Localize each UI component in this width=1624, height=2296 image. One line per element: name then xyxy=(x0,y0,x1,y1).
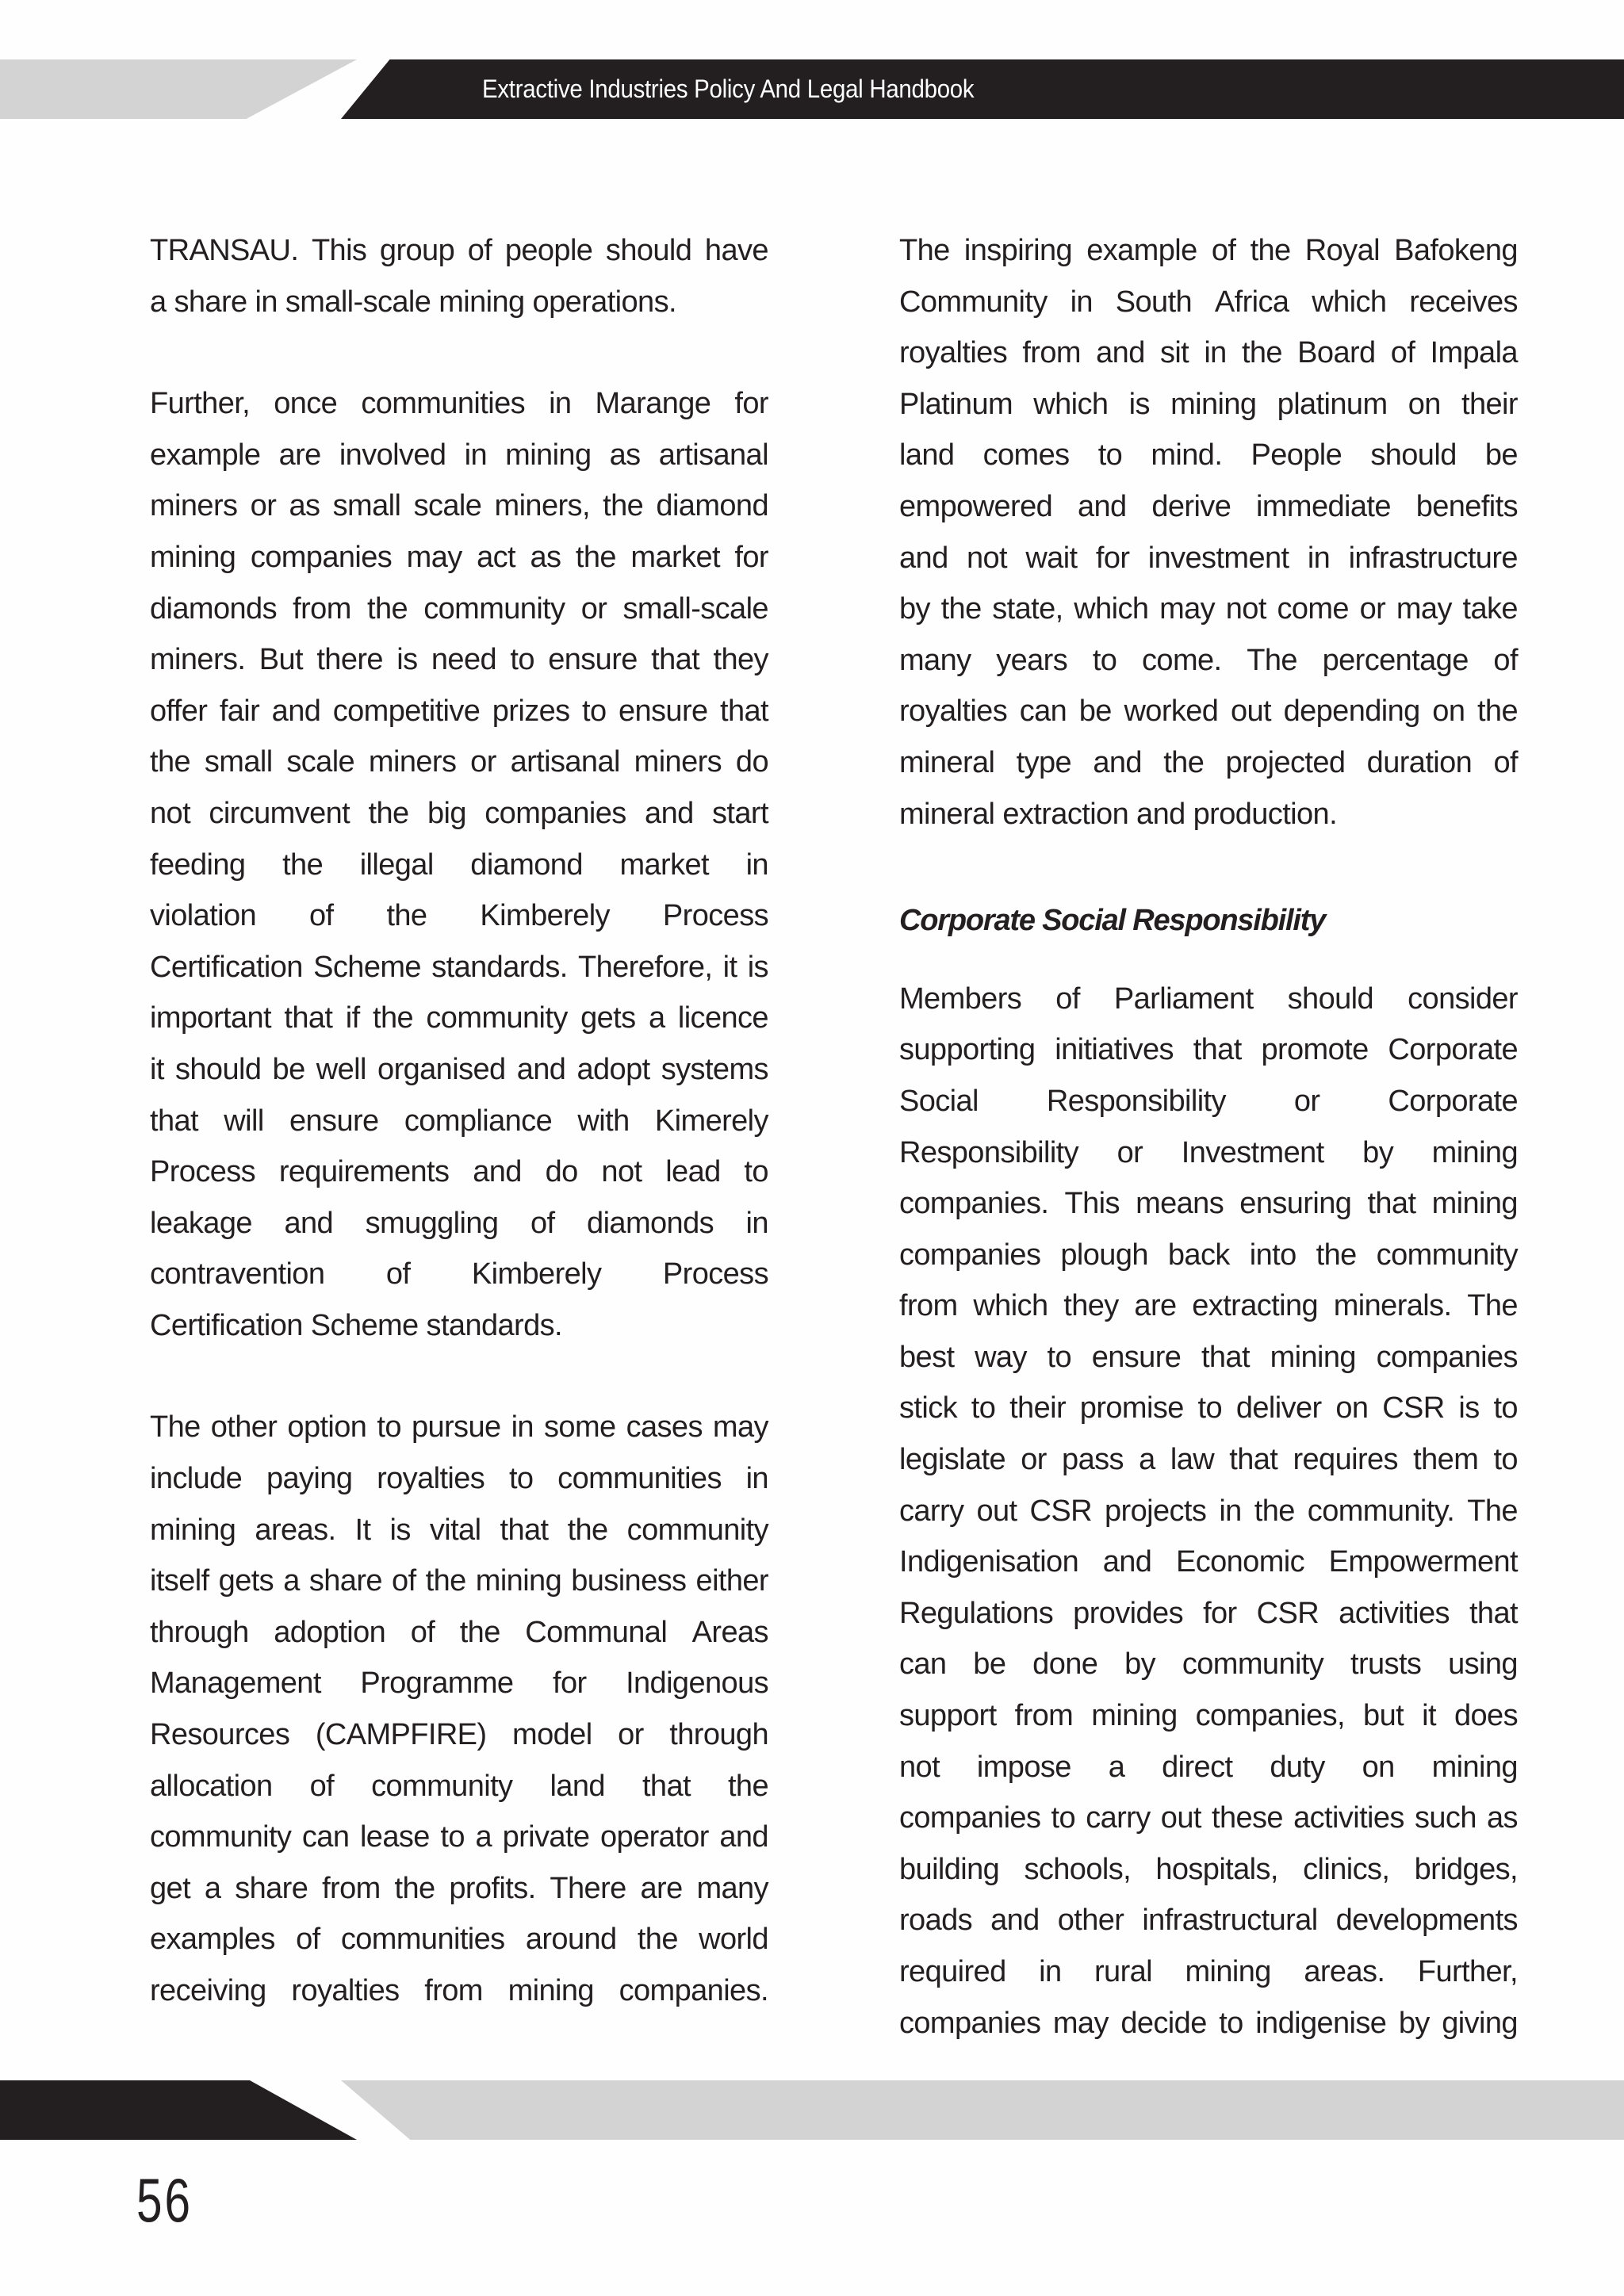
text-line: receiving royalties from mining companies. xyxy=(150,1974,768,2007)
text-line: Community in South Africa which receives xyxy=(899,285,1518,319)
right-column xyxy=(899,225,1518,2049)
paragraph xyxy=(150,378,768,1351)
text-line: The other option to pursue in some cases may xyxy=(150,1410,768,1445)
text-line: TRANSAU. This group of people should have xyxy=(150,234,768,267)
text-line: empowered and derive immediate benefits xyxy=(899,489,1518,523)
text-line: diamonds from the community or small-scale xyxy=(150,591,768,626)
text-line: Indigenisation and Economic Empowerment xyxy=(899,1545,1518,1579)
text-line: the small scale miners or artisanal miners do xyxy=(150,745,768,779)
text-line: and not wait for investment in infrastructure xyxy=(899,541,1518,575)
text-line: contravention of Kimberely Process xyxy=(150,1257,768,1292)
left-column xyxy=(150,225,768,2017)
text-line: leakage and smuggling of diamonds in xyxy=(150,1206,768,1240)
paragraph xyxy=(899,974,1518,2049)
text-line: by the state, which may not come or may take xyxy=(899,592,1518,626)
header-band-light xyxy=(0,59,357,119)
paragraph-gap xyxy=(150,1351,768,1402)
text-line: companies plough back into the community xyxy=(899,1238,1518,1272)
text-line: companies. This means ensuring that mining xyxy=(899,1187,1518,1221)
text-line: The inspiring example of the Royal Bafokeng xyxy=(899,234,1518,267)
text-line: include paying royalties to communities in xyxy=(150,1462,768,1496)
text-line: not circumvent the big companies and start xyxy=(150,796,768,830)
text-line: that will ensure compliance with Kimerely xyxy=(150,1104,768,1138)
text-line: Process requirements and do not lead to xyxy=(150,1155,768,1189)
running-title: Extractive Industries Policy And Legal Handbook xyxy=(482,75,975,103)
text-line: required in rural mining areas. Further, xyxy=(899,1955,1518,1988)
text-line: Further, once communities in Marange for xyxy=(150,387,768,421)
paragraph xyxy=(150,225,768,327)
paragraph xyxy=(150,1402,768,2016)
text-line: Management Programme for Indigenous xyxy=(150,1667,768,1701)
text-line: from which they are extracting minerals. The xyxy=(899,1289,1518,1323)
text-line: roads and other infrastructural developments xyxy=(899,1904,1518,1938)
text-line: Certification Scheme standards. Therefore, it is xyxy=(150,950,768,984)
paragraph-gap xyxy=(899,840,1518,895)
text-line: building schools, hospitals, clinics, bridges, xyxy=(899,1852,1518,1886)
paragraph-gap xyxy=(150,327,768,378)
text-line: supporting initiatives that promote Corporate xyxy=(899,1033,1518,1067)
text-line: feeding the illegal diamond market in xyxy=(150,848,768,882)
text-line: miners or as small scale miners, the diamond xyxy=(150,489,768,523)
text-line: itself gets a share of the mining business either xyxy=(150,1564,768,1598)
text-line: best way to ensure that mining companies xyxy=(899,1340,1518,1374)
text-line: stick to their promise to deliver on CSR is to xyxy=(899,1391,1518,1425)
text-line: community can lease to a private operator and xyxy=(150,1820,768,1854)
text-line: a share in small-scale mining operations. xyxy=(150,285,676,319)
text-line: Regulations provides for CSR activities that xyxy=(899,1596,1518,1630)
section-heading: Corporate Social Responsibility xyxy=(899,904,1326,938)
text-line: support from mining companies, but it does xyxy=(899,1699,1518,1733)
text-line: Members of Parliament should consider xyxy=(899,982,1518,1016)
text-line: mineral type and the projected duration of xyxy=(899,745,1518,779)
text-line: carry out CSR projects in the community. The xyxy=(899,1494,1518,1528)
text-line: legislate or pass a law that requires them to xyxy=(899,1443,1518,1477)
footer-band-dark xyxy=(0,2080,357,2140)
text-line: royalties from and sit in the Board of Impala xyxy=(899,336,1518,370)
text-line: allocation of community land that the xyxy=(150,1769,768,1803)
text-line: Responsibility or Investment by mining xyxy=(899,1135,1518,1169)
text-line: Platinum which is mining platinum on their xyxy=(899,387,1518,421)
text-line: examples of communities around the world xyxy=(150,1923,768,1957)
text-line: can be done by community trusts using xyxy=(899,1647,1518,1682)
text-line: Social Responsibility or Corporate xyxy=(899,1084,1518,1118)
text-line: violation of the Kimberely Process xyxy=(150,899,768,933)
text-line: offer fair and competitive prizes to ensure that xyxy=(150,694,768,728)
text-line: it should be well organised and adopt systems xyxy=(150,1052,768,1086)
text-line: mineral extraction and production. xyxy=(899,797,1338,831)
text-line: miners. But there is need to ensure that they xyxy=(150,643,768,677)
text-line: companies to carry out these activities such as xyxy=(899,1801,1518,1835)
text-line: not impose a direct duty on mining xyxy=(899,1750,1518,1784)
text-line: Certification Scheme standards. xyxy=(150,1308,562,1342)
text-line: mining areas. It is vital that the community xyxy=(150,1513,768,1547)
text-line: land comes to mind. People should be xyxy=(899,438,1518,473)
text-line: important that if the community gets a licence xyxy=(150,1001,768,1035)
page-number: 56 xyxy=(136,2165,193,2235)
heading-gap xyxy=(899,947,1518,974)
paragraph xyxy=(899,225,1518,840)
text-line: mining companies may act as the market for xyxy=(150,540,768,574)
footer-band-light xyxy=(341,2080,1624,2140)
text-line: royalties can be worked out depending on the xyxy=(899,695,1518,729)
text-line: through adoption of the Communal Areas xyxy=(150,1615,768,1649)
text-line: Resources (CAMPFIRE) model or through xyxy=(150,1718,768,1752)
text-line: example are involved in mining as artisanal xyxy=(150,438,768,472)
text-line: get a share from the profits. There are many xyxy=(150,1871,768,1905)
text-line: companies may decide to indigenise by giving xyxy=(899,2006,1518,2040)
text-line: many years to come. The percentage of xyxy=(899,643,1518,677)
